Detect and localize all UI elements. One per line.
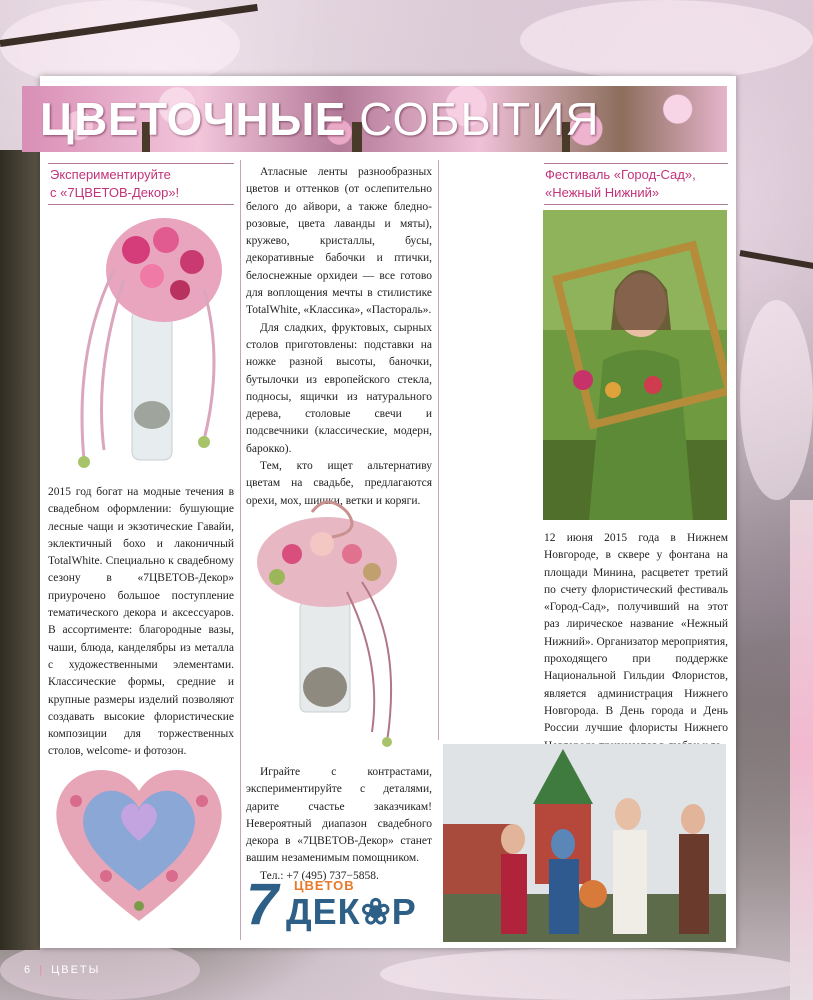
section-title-bold: ЦВЕТОЧНЫЕ <box>40 93 346 145</box>
heading-rule <box>544 204 728 205</box>
logo-dekor: ДЕК❀Р <box>286 891 417 932</box>
background-blossom <box>520 0 813 80</box>
rose <box>100 870 112 882</box>
right-article-text <box>544 530 728 755</box>
right-heading <box>545 166 731 202</box>
red-dress <box>501 854 527 934</box>
heading-rule <box>544 163 728 164</box>
middle-article-paragraph: Атласные ленты разнообразных цветов и оттенков (от ослепительно белого до айвори, а также бледно-розовые, цвета лаванды и мяты), кружево, кристаллы, бусы, декоративные бабочки и птички, белоснежные орхидеи — все готово для воплощения мечты в стилистике TotalWhite, «Классика», «Пастораль». <box>246 166 432 317</box>
rose <box>342 544 362 564</box>
person <box>681 804 705 834</box>
right-article-paragraph: 12 июня 2015 года в Нижнем Новгороде, в сквере у фонтана на площади Минина, расцветет третий по счету флористический фестиваль «Город-Сад», получивший на этот раз лирическое название «Нежный Нижний». Организатор мероприятия, проходящего при поддержке Национальной Гильдии Флористов, является администрация Нижнего Новгорода. В День города и День России лучшие флористы Нижнего <box>544 532 728 735</box>
column-divider <box>240 160 241 940</box>
flower-bouquet <box>579 880 607 908</box>
section-title-light: СОБЫТИЯ <box>359 93 600 145</box>
phone-number: Тел.: +7 (495) 737−5858. <box>260 869 379 882</box>
logo-seven: 7 <box>246 872 279 937</box>
flower-dome <box>257 517 397 607</box>
brown-coat <box>679 834 709 934</box>
bouquet-photo-2 <box>252 492 432 754</box>
page-number: 6 <box>24 964 33 976</box>
person <box>551 829 575 859</box>
rose <box>140 264 164 288</box>
middle-article-text-bottom <box>246 764 432 885</box>
middle-article-paragraph: Для сладких, фруктовых, сырных столов приготовлены: подставки на ножке разной высоты, баночки, бутылочки из европейского стекла, подносы, ящички из натурального дерева, столовые свечи и подсвечники (классические, модерн, барокко). <box>246 321 432 455</box>
middle-article-text-top <box>246 164 432 510</box>
magazine-name: ЦВЕТЫ <box>51 964 101 976</box>
rose <box>282 544 302 564</box>
column-divider <box>438 160 439 740</box>
heading-rule <box>48 204 234 205</box>
flower <box>573 370 593 390</box>
heading-rule <box>48 163 234 164</box>
leaf <box>134 901 144 911</box>
rose <box>180 250 204 274</box>
bouquet-photo <box>54 210 230 480</box>
left-article-text <box>48 484 234 761</box>
section-banner <box>22 86 727 152</box>
page-footer <box>24 964 100 976</box>
vase-shape <box>132 310 172 460</box>
right-heading-line: «Нежный Нижний» <box>545 185 660 200</box>
festival-crowd-photo <box>443 744 726 942</box>
rose <box>122 236 150 264</box>
leaf <box>78 456 90 468</box>
section-title <box>40 90 600 148</box>
middle-article-paragraph: Тем, кто ищет альтернативу цветам на свадьбе, предлагаются орехи, мох, шишки, ветки и коряги. <box>246 460 432 507</box>
background-page-edge <box>790 500 813 1000</box>
flower <box>605 382 621 398</box>
vase-pebbles <box>134 401 170 429</box>
rose <box>166 870 178 882</box>
festival-portrait-photo <box>543 210 727 520</box>
person <box>615 798 641 830</box>
wire-strands <box>347 582 391 742</box>
rose <box>196 795 208 807</box>
left-heading-line: Экспериментируйте <box>50 167 171 182</box>
leaf-dress <box>589 350 693 520</box>
right-heading-line: Фестиваль «Город-Сад», <box>545 167 696 182</box>
rose <box>310 532 334 556</box>
flower <box>644 376 662 394</box>
white-dress <box>613 830 647 934</box>
rose <box>153 227 179 253</box>
background-tree-trunk <box>0 150 40 950</box>
footer-separator: | <box>39 964 45 976</box>
left-heading-line: с «7ЦВЕТОВ-Декор»! <box>50 185 180 200</box>
blue-costume <box>549 859 579 934</box>
leaf <box>198 436 210 448</box>
logo-cvetov: ЦВЕТОВ <box>294 878 355 893</box>
leaf <box>382 737 392 747</box>
left-article-paragraph: 2015 год богат на модные течения в свадебном оформлении: бушующие лесные чащи и экзотические Гавайи, эклектичный бохо и лаконичный TotalWhite. Специально к свадебному сезону в «7ЦВЕТОВ-Декор» приурочено большое поступление тематического декора и аксессуаров. В ассортименте: благородные вазы, чаши, блюда, канделябры из металла с художественными элементами. Классические формы, средние и крупные размеры изделий позволяют создавать высокие флористические композиции для торжественных столов, welcome- и фотозон. <box>48 486 234 758</box>
background-blossom <box>380 948 813 1000</box>
rose <box>170 280 190 300</box>
middle-article-paragraph: Играйте с контрастами, экспериментируйте с деталями, дарите счастье заказчикам! Невероятный диапазон свадебного декора в «7ЦВЕТОВ-Декор» станет вашим незаменимым помощником. <box>246 766 432 865</box>
background-blossom <box>740 300 813 500</box>
person <box>501 824 525 854</box>
background-branch <box>739 250 813 270</box>
vase-pebbles <box>303 667 347 707</box>
leaf <box>269 569 285 585</box>
heart-wreath-photo <box>46 756 232 928</box>
berries <box>363 563 381 581</box>
left-heading <box>50 166 236 202</box>
rose <box>70 795 82 807</box>
